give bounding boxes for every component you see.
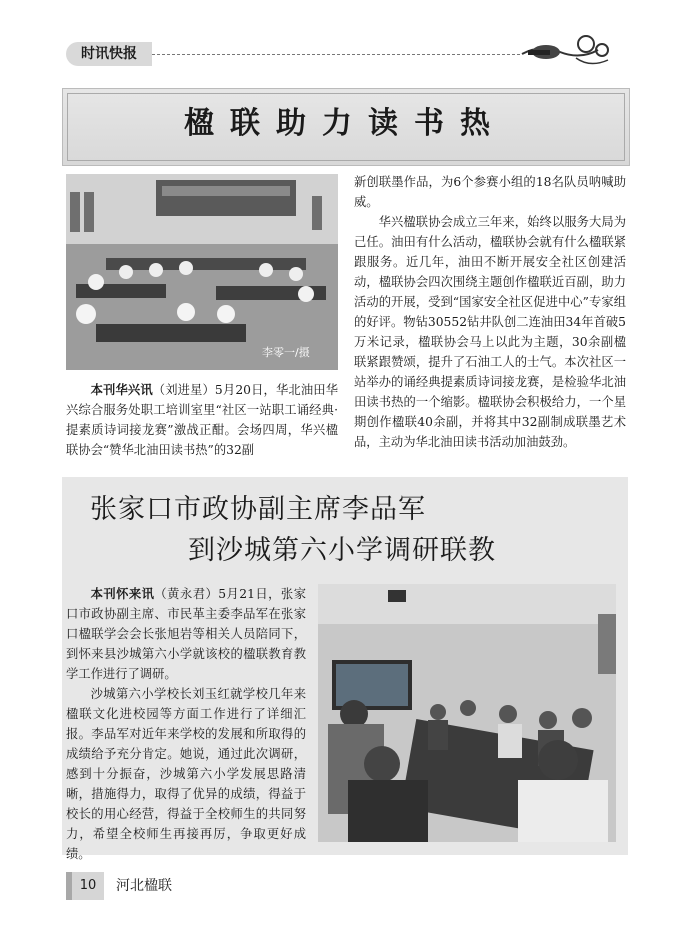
article1-title: 楹联助力读书热 [184, 106, 506, 141]
article1-paragraph1-cont: 新创联墨作品，为6个参赛小组的18名队员呐喊助威。 [354, 175, 626, 209]
photo-credit: 李零一/摄 [262, 346, 310, 359]
meeting-photo [318, 584, 616, 842]
ink-ornament-icon [516, 30, 620, 74]
article2-title-line2: 到沙城第六小学调研联教 [188, 535, 496, 566]
article1-col1-text: （刘进星）5月20日，华北油田华兴综合服务处职工培训室里“社区一站职工诵经典·提素质诗词接龙赛”激战正酣。会场四周，华兴楹联协会“赞华北油田读书热”的32副 [66, 383, 338, 457]
article2-paragraph1 [66, 584, 306, 684]
article1-column2 [354, 172, 626, 452]
section-label: 时讯快报 [66, 42, 152, 66]
competition-photo [66, 174, 338, 370]
page-number: 10 [72, 872, 104, 900]
article2-text [66, 584, 306, 864]
article2-p1-text: （黄永君）5月21日，张家口市政协副主席、市民革主委李品军在张家口楹联学会会长张旭岩等相关人员陪同下，到怀来县沙城第六小学就该校的楹联教育教学工作进行了调研。 [66, 587, 306, 681]
article2-paragraph2: 沙城第六小学校长刘玉红就学校几年来楹联文化进校园等方面工作进行了详细汇报。李品军对近年来学校的发展和所取得的成绩给予充分肯定。她说，通过此次调研，感到十分振奋，沙城第六小学发展思路清晰，措施得力，取得了优异的成绩，得益于校长的用心经营，得益于全校师生的共同努力，希望全校师生再接再厉，争取更好成绩。 [66, 687, 306, 861]
journal-name: 河北楹联 [116, 878, 172, 894]
article1-paragraph1 [66, 380, 338, 460]
section-divider [152, 54, 520, 55]
article2-title-line1: 张家口市政协副主席李品军 [90, 494, 426, 525]
article1-paragraph2: 华兴楹联协会成立三年来，始终以服务大局为己任。油田有什么活动，楹联协会就有什么楹联紧跟服务。近几年，油田不断开展安全社区创建活动，楹联协会四次围绕主题创作楹联近百副，助力活动的开展，受到“国家安全社区促进中心”专家组的好评。物钻30552钻井队创二连油田34年首破5万米记录，楹联协会马上以此为主题，30余副楹联紧跟赞颂，提升了石油工人的士气。本次社区一站举办的诵经典提素质诗词接龙赛，是检验华北油田读书热的一个缩影。楹联协会积极给力，一个星期创作楹联40余副，并将其中32副制成联墨艺术品，主动为华北油田读书活动加油鼓劲。 [354, 215, 626, 449]
article1-column1 [66, 380, 338, 460]
article2-lead: 本刊怀来讯 [90, 587, 155, 601]
article1-lead: 本刊华兴讯 [90, 383, 153, 397]
